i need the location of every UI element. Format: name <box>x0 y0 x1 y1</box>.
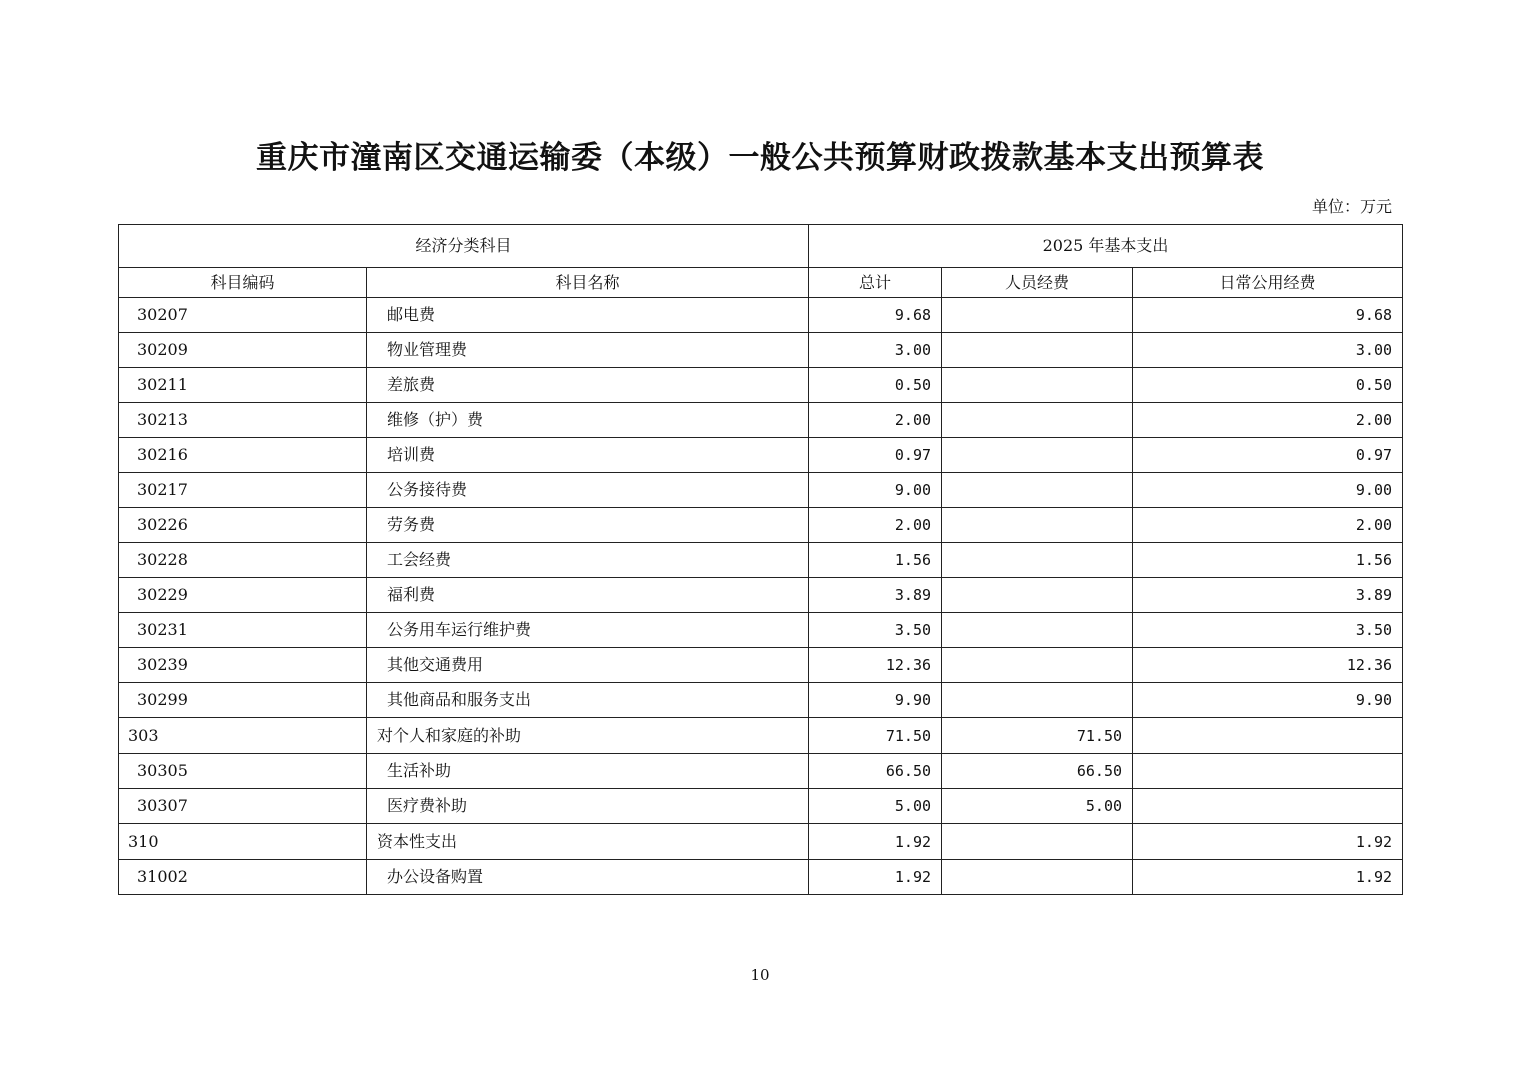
cell-personnel-expense <box>942 368 1133 403</box>
table-header-group-row <box>119 225 1403 268</box>
cell-personnel-expense <box>942 508 1133 543</box>
cell-personnel-expense: 71.50 <box>942 718 1133 754</box>
cell-personnel-expense <box>942 578 1133 613</box>
cell-public-expense <box>1133 789 1403 824</box>
page-title: 重庆市潼南区交通运输委（本级）一般公共预算财政拨款基本支出预算表 <box>256 140 1264 176</box>
header-personnel-expense: 人员经费 <box>942 268 1133 298</box>
cell-public-expense: 1.92 <box>1133 824 1403 860</box>
table-row <box>119 578 1403 613</box>
table-row <box>119 648 1403 683</box>
cell-subject-name: 其他交通费用 <box>367 648 809 683</box>
cell-total: 66.50 <box>809 754 942 789</box>
cell-subject-code: 30305 <box>119 754 367 789</box>
cell-public-expense: 9.90 <box>1133 683 1403 718</box>
cell-personnel-expense: 5.00 <box>942 789 1133 824</box>
cell-total: 12.36 <box>809 648 942 683</box>
cell-subject-code: 30239 <box>119 648 367 683</box>
cell-total: 0.50 <box>809 368 942 403</box>
cell-subject-name: 其他商品和服务支出 <box>367 683 809 718</box>
cell-public-expense: 2.00 <box>1133 403 1403 438</box>
cell-public-expense: 3.50 <box>1133 613 1403 648</box>
cell-subject-name: 办公设备购置 <box>367 860 809 895</box>
cell-public-expense: 0.50 <box>1133 368 1403 403</box>
header-public-expense: 日常公用经费 <box>1133 268 1403 298</box>
cell-personnel-expense <box>942 613 1133 648</box>
header-total: 总计 <box>809 268 942 298</box>
cell-total: 9.68 <box>809 298 942 333</box>
cell-personnel-expense <box>942 298 1133 333</box>
table-row <box>119 298 1403 333</box>
cell-total: 3.00 <box>809 333 942 368</box>
table-row <box>119 718 1403 754</box>
header-economic-classification: 经济分类科目 <box>119 225 809 268</box>
cell-public-expense: 3.89 <box>1133 578 1403 613</box>
cell-subject-code: 30228 <box>119 543 367 578</box>
table-row <box>119 473 1403 508</box>
cell-subject-name: 邮电费 <box>367 298 809 333</box>
cell-personnel-expense <box>942 333 1133 368</box>
cell-public-expense: 0.97 <box>1133 438 1403 473</box>
cell-subject-name: 工会经费 <box>367 543 809 578</box>
cell-public-expense: 1.56 <box>1133 543 1403 578</box>
table-row <box>119 789 1403 824</box>
unit-label: 单位：万元 <box>1311 197 1392 216</box>
cell-personnel-expense <box>942 683 1133 718</box>
budget-table <box>118 224 1403 895</box>
cell-public-expense: 9.68 <box>1133 298 1403 333</box>
table-row <box>119 438 1403 473</box>
cell-subject-code: 303 <box>119 718 367 754</box>
cell-personnel-expense <box>942 824 1133 860</box>
cell-subject-name: 物业管理费 <box>367 333 809 368</box>
cell-total: 2.00 <box>809 403 942 438</box>
header-basic-expenditure: 2025 年基本支出 <box>809 225 1403 268</box>
table-row <box>119 508 1403 543</box>
cell-subject-code: 30299 <box>119 683 367 718</box>
cell-public-expense: 3.00 <box>1133 333 1403 368</box>
cell-subject-code: 31002 <box>119 860 367 895</box>
cell-total: 2.00 <box>809 508 942 543</box>
cell-public-expense <box>1133 754 1403 789</box>
cell-total: 1.56 <box>809 543 942 578</box>
cell-total: 71.50 <box>809 718 942 754</box>
page-number: 10 <box>750 966 770 984</box>
cell-subject-name: 资本性支出 <box>367 824 809 860</box>
cell-subject-code: 30231 <box>119 613 367 648</box>
cell-personnel-expense <box>942 438 1133 473</box>
cell-subject-name: 劳务费 <box>367 508 809 543</box>
table-row <box>119 613 1403 648</box>
cell-total: 1.92 <box>809 824 942 860</box>
cell-personnel-expense <box>942 860 1133 895</box>
cell-subject-code: 30207 <box>119 298 367 333</box>
table-row <box>119 333 1403 368</box>
cell-total: 5.00 <box>809 789 942 824</box>
cell-subject-code: 30213 <box>119 403 367 438</box>
cell-subject-code: 30307 <box>119 789 367 824</box>
table-row <box>119 824 1403 860</box>
cell-personnel-expense: 66.50 <box>942 754 1133 789</box>
cell-subject-code: 30209 <box>119 333 367 368</box>
cell-total: 3.50 <box>809 613 942 648</box>
cell-subject-name: 福利费 <box>367 578 809 613</box>
table-row <box>119 754 1403 789</box>
cell-personnel-expense <box>942 403 1133 438</box>
cell-subject-code: 30217 <box>119 473 367 508</box>
cell-subject-name: 对个人和家庭的补助 <box>367 718 809 754</box>
cell-public-expense: 1.92 <box>1133 860 1403 895</box>
cell-subject-name: 公务接待费 <box>367 473 809 508</box>
cell-total: 0.97 <box>809 438 942 473</box>
cell-public-expense: 12.36 <box>1133 648 1403 683</box>
cell-public-expense: 9.00 <box>1133 473 1403 508</box>
header-subject-code: 科目编码 <box>119 268 367 298</box>
cell-subject-code: 30216 <box>119 438 367 473</box>
cell-subject-code: 30229 <box>119 578 367 613</box>
cell-total: 9.90 <box>809 683 942 718</box>
cell-personnel-expense <box>942 473 1133 508</box>
cell-personnel-expense <box>942 543 1133 578</box>
cell-total: 3.89 <box>809 578 942 613</box>
table-row <box>119 403 1403 438</box>
table-header-row <box>119 268 1403 298</box>
cell-subject-name: 差旅费 <box>367 368 809 403</box>
cell-personnel-expense <box>942 648 1133 683</box>
cell-subject-name: 公务用车运行维护费 <box>367 613 809 648</box>
table-row <box>119 683 1403 718</box>
cell-public-expense <box>1133 718 1403 754</box>
table-row <box>119 543 1403 578</box>
cell-subject-name: 培训费 <box>367 438 809 473</box>
table-row <box>119 368 1403 403</box>
header-subject-name: 科目名称 <box>367 268 809 298</box>
cell-total: 1.92 <box>809 860 942 895</box>
cell-subject-code: 30211 <box>119 368 367 403</box>
table-row <box>119 860 1403 895</box>
cell-subject-code: 310 <box>119 824 367 860</box>
cell-subject-name: 生活补助 <box>367 754 809 789</box>
cell-total: 9.00 <box>809 473 942 508</box>
cell-subject-name: 医疗费补助 <box>367 789 809 824</box>
cell-public-expense: 2.00 <box>1133 508 1403 543</box>
cell-subject-code: 30226 <box>119 508 367 543</box>
cell-subject-name: 维修（护）费 <box>367 403 809 438</box>
